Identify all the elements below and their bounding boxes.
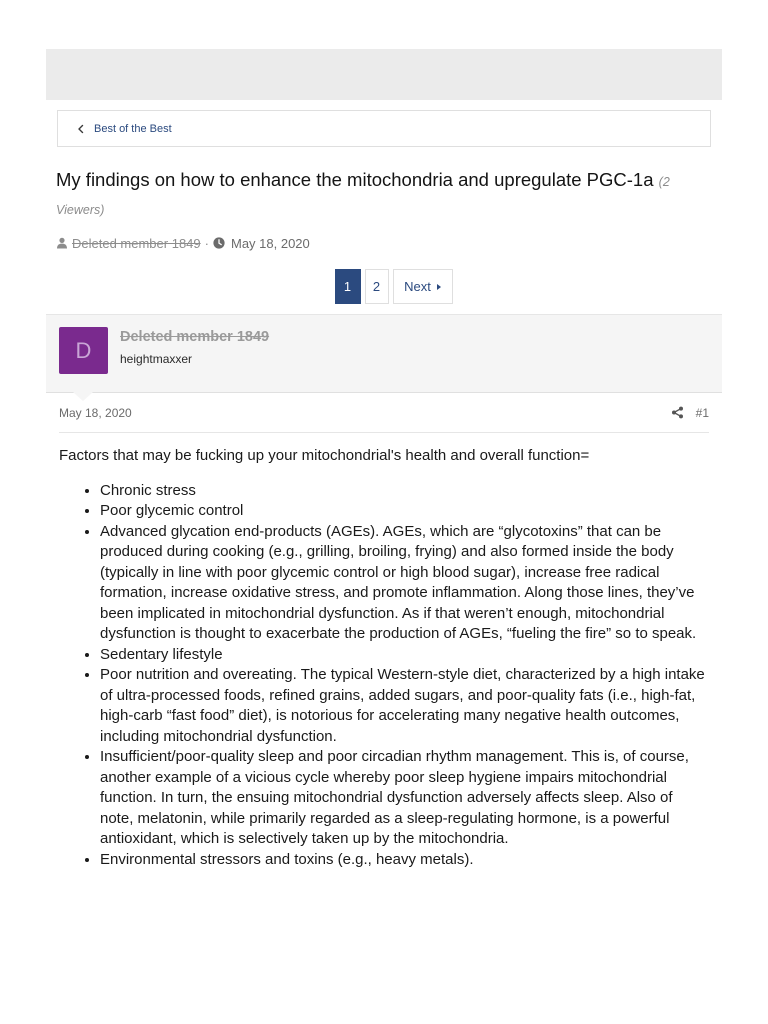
thread-meta	[56, 233, 712, 253]
share-icon[interactable]	[671, 406, 684, 419]
list-item: • Chronic stress	[100, 481, 709, 502]
thread-author-link[interactable]: Deleted member 1849	[72, 235, 201, 251]
user-icon	[56, 237, 68, 249]
next-label: Next	[404, 279, 431, 294]
post-body	[46, 446, 722, 870]
post-username[interactable]: Deleted member 1849	[120, 329, 270, 345]
list-item: • Poor glycemic control	[100, 501, 709, 522]
thread-date[interactable]: May 18, 2020	[230, 235, 310, 251]
post-meta	[59, 393, 709, 433]
clock-icon	[213, 237, 225, 249]
meta-separator: ·	[204, 235, 209, 251]
page-2-button[interactable]: 2	[365, 269, 389, 304]
post-actions	[671, 406, 709, 420]
post-user-title: heightmaxxer	[120, 352, 193, 366]
list-item: • Advanced glycation end-products (AGEs). AGEs, which are “glycotoxins” that can be produced during cooking (e.g., grilling, broiling, frying) and also formed inside the body (typically in line with poor glycemic control or high blood sugar), increase free radical formation, increase oxidative stress, and promote inflammation. Along those lines, they’ve been implicated in mitochondrial dysfunction. As if that weren’t enough, mitochondrial dysfunction is thought to exacerbate the production of AGEs, “fueling the fire” so to speak.	[100, 522, 709, 645]
page	[46, 49, 722, 870]
top-bar	[46, 49, 722, 100]
factors-list	[59, 481, 709, 871]
viewers-count: (2 Viewers)	[56, 175, 670, 217]
thread-header	[46, 147, 722, 253]
breadcrumb[interactable]	[57, 110, 711, 147]
post-user-header	[46, 314, 722, 393]
page-title	[56, 167, 712, 223]
pagination	[65, 269, 722, 304]
breadcrumb-link[interactable]: Best of the Best	[94, 122, 172, 135]
chevron-left-icon	[74, 122, 88, 136]
page-1-button[interactable]: 1	[335, 269, 361, 304]
list-item: • Insufficient/poor-quality sleep and poor circadian rhythm management. This is, of course, another example of a vicious cycle whereby poor sleep hygiene impairs mitochondrial function. In turn, the ensuing mitochondrial dysfunction adversely affects sleep. Also of note, melatonin, while primarily regarded as a sleep-regulating hormone, is a powerful antioxidant, which is selectively taken up by the mitochondria.	[100, 747, 709, 850]
post-number-link[interactable]: #1	[695, 405, 709, 420]
post-intro: Factors that may be fucking up your mitochondrial's health and overall function=	[59, 447, 590, 464]
next-page-button[interactable]	[393, 269, 453, 304]
caret-right-icon	[437, 284, 441, 290]
list-item: • Environmental stressors and toxins (e.g., heavy metals).	[100, 850, 709, 871]
list-item: • Sedentary lifestyle	[100, 645, 709, 666]
list-item: • Poor nutrition and overeating. The typical Western-style diet, characterized by a high intake of ultra-processed foods, refined grains, added sugars, and poor-quality fats (i.e., high-fat, high-carb “fast food” diet), is notorious for accelerating many negative health outcomes, including mitochondrial dysfunction.	[100, 665, 709, 747]
thread-title-text: My findings on how to enhance the mitochondria and upregulate PGC-1a	[56, 169, 654, 190]
post-date[interactable]: May 18, 2020	[59, 405, 132, 420]
avatar-pointer	[73, 392, 93, 401]
avatar[interactable]	[59, 327, 108, 374]
avatar-letter: D	[75, 337, 92, 363]
